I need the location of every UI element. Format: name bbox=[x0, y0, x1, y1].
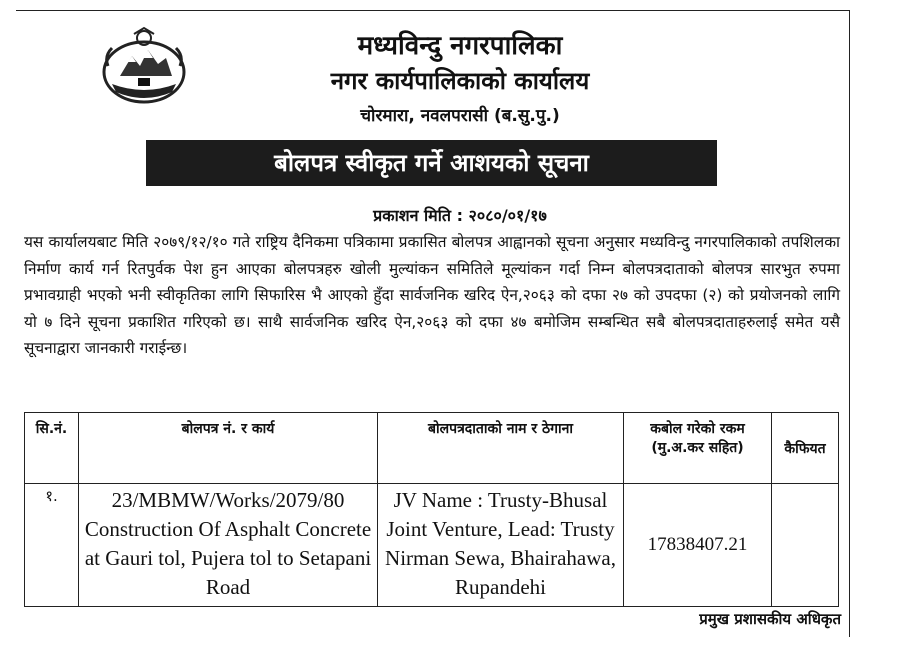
publication-date: प्रकाशन मिति : २०८०/०१/१७ bbox=[373, 206, 547, 225]
header-work: बोलपत्र नं. र कार्य bbox=[79, 413, 378, 484]
header-amount: कबोल गरेको रकम (मु.अ.कर सहित) bbox=[624, 413, 772, 484]
table-row bbox=[25, 484, 839, 607]
row-work: 23/MBMW/Works/2079/80 Construction Of Asphalt Concrete at Gauri tol, Pujera tol to Setapani Road bbox=[79, 484, 378, 607]
row-remarks bbox=[772, 484, 839, 607]
office-address: चोरमारा, नवलपरासी (ब.सु.पु.) bbox=[360, 106, 560, 126]
notice-body: यस कार्यालयबाट मिति २०७९/१२/१० गते राष्ट्रिय दैनिकमा पत्रिकामा प्रकासित बोलपत्र आह्वानको सूचना अनुसार मध्यविन्दु नगरपालिकाको तपशिलका निर्माण कार्य गर्न रितपुर्वक पेश हुन आएका बोलपत्रहरु खोली मुल्यांकन समितिले मूल्यांकन गर्दा निम्न बोलपत्रदाताको बोलपत्र सारभुत रुपमा प्रभावग्राही भएको भनी स्वीकृतिका लागि सिफारिस भै आएको हुँदा सार्वजनिक खरिद ऐन,२०६३ को दफा २७ को उपदफा (२) को प्रयोजनको लागि यो ७ दिने सूचना प्रकाशित गरिएको छ। साथै सार्वजनिक खरिद ऐन,२०६३ को दफा ४७ बमोजिम सम्बन्धित सबै बोलपत्रदाताहरुलाई समेत यसै सूचनाद्वारा जानकारी गराईन्छ। bbox=[24, 233, 840, 357]
row-bidder: JV Name : Trusty-Bhusal Joint Venture, Lead: Trusty Nirman Sewa, Bhairahawa, Rupandehi bbox=[378, 484, 624, 607]
row-amount: 17838407.21 bbox=[624, 484, 772, 607]
office-name: नगर कार्यपालिकाको कार्यालय bbox=[330, 67, 590, 95]
notice-title: बोलपत्र स्वीकृत गर्ने आशयको सूचना bbox=[146, 140, 717, 186]
signature-title: प्रमुख प्रशासकीय अधिकृत bbox=[699, 610, 841, 628]
table-header-row bbox=[25, 413, 839, 484]
header-bidder: बोलपत्रदाताको नाम र ठेगाना bbox=[378, 413, 624, 484]
header-sn: सि.नं. bbox=[25, 413, 79, 484]
row-sn: १. bbox=[25, 484, 79, 607]
org-name: मध्यविन्दु नगरपालिका bbox=[357, 31, 563, 61]
nepal-government-emblem-icon bbox=[98, 26, 190, 108]
header-remarks: कैफियत bbox=[772, 413, 839, 484]
bid-table bbox=[24, 412, 839, 607]
